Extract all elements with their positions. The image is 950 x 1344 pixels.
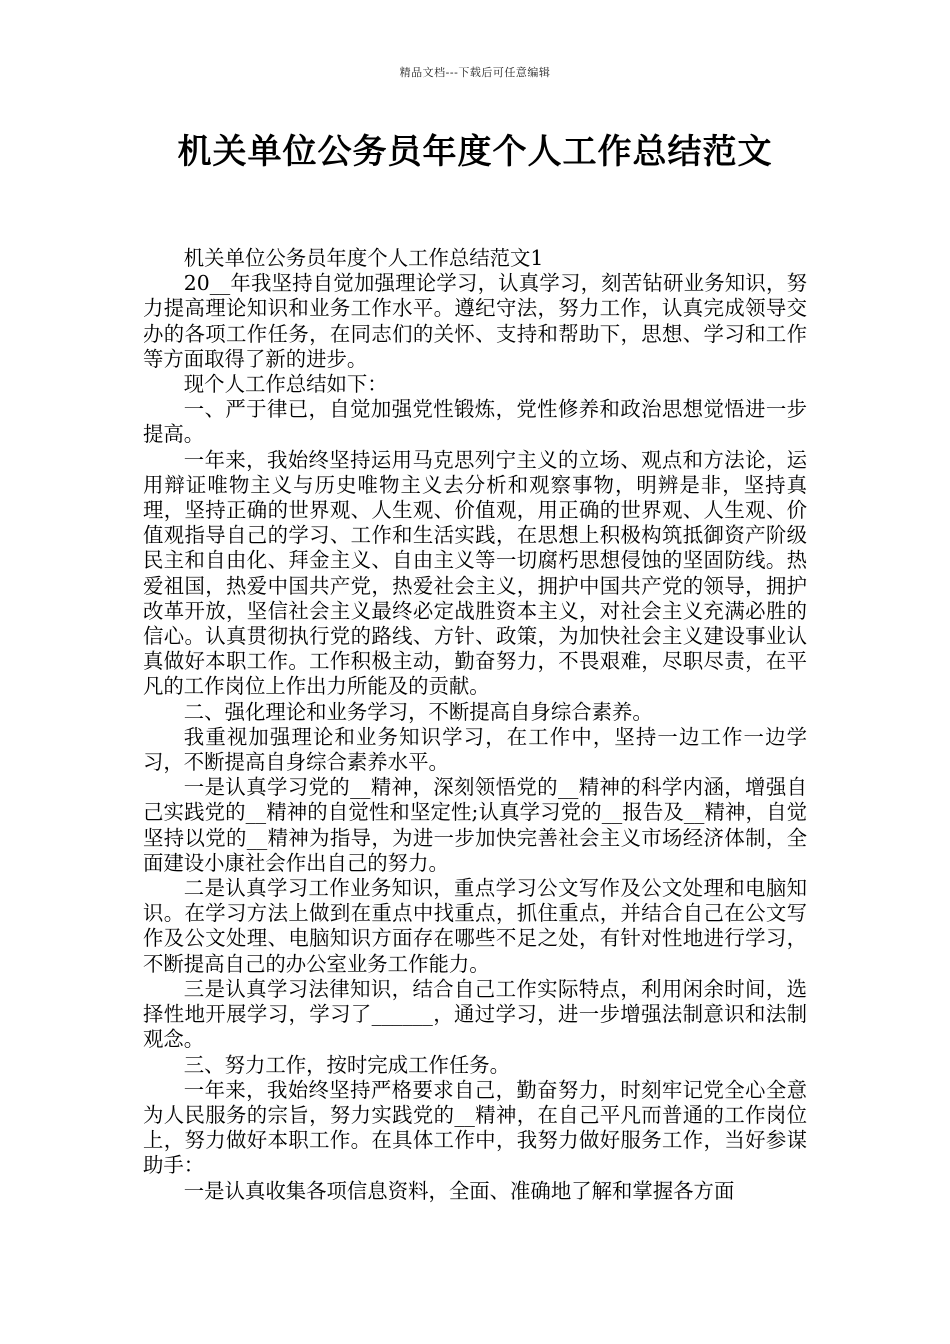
page-header-note: 精品文档---下载后可任意编辑 <box>399 66 551 79</box>
paragraph-political: 一年来，我始终坚持运用马克思列宁主义的立场、观点和方法论，运用辩证唯物主义与历史唯物主义去分析和观察事物，明辨是非，坚持真理，坚持正确的世界观、人生观、价值观，用正确的世界观、人生观、价值观指导自己的学习、工作和生活实践，在思想上积极构筑抵御资产阶级民主和自由化、拜金主义、自由主义等一切腐朽思想侵蚀的坚固防线。热爱祖国，热爱中国共产党，热爱社会主义，拥护中国共产党的领导，拥护改革开放，坚信社会主义最终必定战胜资本主义，对社会主义充满必胜的信心。认真贯彻执行党的路线、方针、政策，为加快社会主义建设事业认真做好本职工作。工作积极主动，勤奋努力，不畏艰难，尽职尽责，在平凡的工作岗位上作出力所能及的贡献。 <box>143 447 807 699</box>
paragraph-study: 我重视加强理论和业务知识学习，在工作中，坚持一边工作一边学习，不断提高自身综合素养水平。 <box>143 724 807 775</box>
paragraph-summary-lead: 现个人工作总结如下： <box>183 372 388 397</box>
section-heading-1: 机关单位公务员年度个人工作总结范文1 <box>183 246 544 270</box>
paragraph-work: 一年来，我始终坚持严格要求自己，勤奋努力，时刻牢记党全心全意为人民服务的宗旨，努力实践党的__精神，在自己平凡而普通的工作岗位上，努力做好本职工作。在具体工作中，我努力做好服务工作，当好参谋助手： <box>143 1077 807 1178</box>
subheading-two: 二、强化理论和业务学习，不断提高自身综合素养。 <box>183 699 653 724</box>
subheading-three: 三、努力工作，按时完成工作任务。 <box>183 1052 511 1077</box>
paragraph-study-point-3: 三是认真学习法律知识，结合自己工作实际特点，利用闲余时间，选择性地开展学习，学习了______，通过学习，进一步增强法制意识和法制观念。 <box>143 976 807 1052</box>
page-title: 机关单位公务员年度个人工作总结范文 <box>177 132 773 172</box>
paragraph-study-point-2: 二是认真学习工作业务知识，重点学习公文写作及公文处理和电脑知识。在学习方法上做到在重点中找重点，抓住重点，并结合自己在公文写作及公文处理、电脑知识方面存在哪些不足之处，有针对性地进行学习，不断提高自己的办公室业务工作能力。 <box>143 876 807 976</box>
subheading-one: 一、严于律已，自觉加强党性锻炼，党性修养和政治思想觉悟进一步提高。 <box>143 397 807 447</box>
paragraph-study-point-1: 一是认真学习党的__精神，深刻领悟党的__精神的科学内涵，增强自己实践党的__精神的自觉性和坚定性;认真学习党的__报告及__精神，自觉坚持以党的__精神为指导，为进一步加快完善社会主义市场经济体制，全面建设小康社会作出自己的努力。 <box>143 775 807 875</box>
paragraph-intro: 20__年我坚持自觉加强理论学习，认真学习，刻苦钻研业务知识，努力提高理论知识和业务工作水平。遵纪守法，努力工作，认真完成领导交办的各项工作任务，在同志们的关怀、支持和帮助下，思想、学习和工作等方面取得了新的进步。 <box>143 271 807 371</box>
document-body <box>143 246 807 1204</box>
paragraph-work-point-1: 一是认真收集各项信息资料，全面、准确地了解和掌握各方面 <box>183 1178 735 1203</box>
